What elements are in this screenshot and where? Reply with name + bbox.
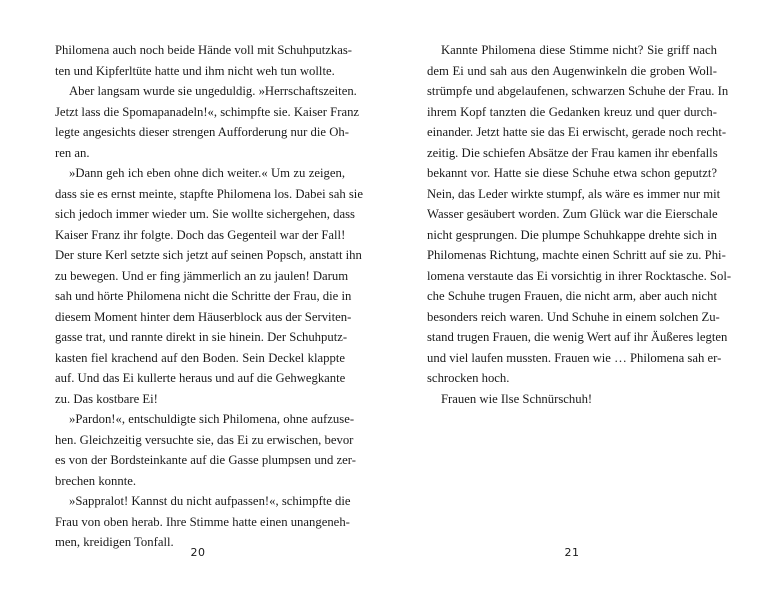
text-line: Nein, das Leder wirkte stumpf, als wäre es immer nur mit — [427, 186, 721, 201]
text-line: auf. Und das Ei kullerte heraus und auf die Gehwegkante — [55, 371, 346, 385]
text-line: gasse trat, und rannte direkt in sie hinein. Der Schuhputz- — [55, 330, 348, 344]
text-line: dem Ei und sah aus den Augenwinkeln die groben Woll- — [427, 63, 717, 78]
text-line: strümpfe und abgelaufenen, schwarzen Schuhe der Frau. In — [427, 84, 729, 98]
text-line: nicht gesprungen. Die plumpe Schuhkappe drehte sich in — [427, 227, 717, 242]
text-line: brechen konnte. — [55, 473, 137, 488]
text-line: bekannt vor. Hatte sie diese Schuhe etwa schon geputzt? — [427, 166, 717, 180]
text-line: und viel laufen mussten. Frauen wie … Philomena sah er- — [427, 350, 722, 365]
page-number-right: 21 — [564, 546, 580, 559]
text-line: schrocken hoch. — [427, 371, 510, 385]
text-line: besonders reich waren. Und Schuhe in einem solchen Zu- — [427, 309, 720, 324]
text-line: Kannte Philomena diese Stimme nicht? Sie griff nach — [441, 43, 717, 57]
text-line: »Pardon!«, entschuldigte sich Philomena, ohne aufzuse- — [69, 412, 355, 426]
text-line: Philomenas Richtung, machte einen Schritt auf sie zu. Phi- — [427, 248, 726, 262]
text-line: zeitig. Die schiefen Absätze der Frau kamen ihr ebenfalls — [427, 145, 718, 160]
text-line: sah und hörte Philomena nicht die Schritte der Frau, die in — [55, 289, 352, 303]
text-line: dass sie es ernst meinte, stapfte Philomena los. Dabei sah sie — [55, 186, 363, 201]
text-line: ten und Kipferltüte hatte und ihm nicht weh tun wollte. — [55, 63, 335, 78]
text-line: Philomena auch noch beide Hände voll mit Schuhputzkas- — [55, 43, 353, 57]
text-line: Frauen wie Ilse Schnürschuh! — [441, 391, 593, 406]
text-line: sich jedoch immer wieder um. Sie wollte sichergehen, dass — [55, 207, 355, 221]
text-line: es von der Bordsteinkante auf die Gasse plumpsen und zer- — [55, 453, 356, 467]
text-line: lomena verstaute das Ei vorsichtig in ihrer Rocktasche. Sol- — [427, 268, 732, 283]
text-line: diesem Moment hinter dem Häuserblock aus der Serviten- — [55, 309, 352, 324]
page-number-left: 20 — [190, 546, 206, 559]
text-line: Frau von oben herab. Ihre Stimme hatte einen unangeneh- — [55, 514, 350, 529]
text-line: einander. Jetzt hatte sie das Ei erwischt, gerade noch recht- — [427, 125, 727, 139]
text-line: Kaiser Franz ihr folgte. Doch das Gegenteil war der Fall! — [55, 227, 346, 242]
text-line: »Sappralot! Kannst du nicht aufpassen!«, schimpfte die — [69, 494, 351, 508]
text-line: Der sture Kerl setzte sich jetzt auf seinen Popsch, anstatt ihn — [55, 248, 362, 262]
right-page-text — [427, 40, 732, 409]
text-line: zu. Das kostbare Ei! — [55, 391, 158, 406]
text-line: Wasser gesäubert worden. Zum Glück war die Eierschale — [427, 207, 718, 221]
text-line: ren an. — [55, 145, 90, 160]
text-line: legte angesichts dieser strengen Aufforderung nur die Oh- — [55, 125, 349, 139]
text-line: che Schuhe trugen Frauen, die nicht arm, aber auch nicht — [427, 289, 717, 303]
text-line: Jetzt lass die Spomapanadeln!«, schimpfte sie. Kaiser Franz — [55, 104, 360, 119]
text-line: ihrem Kopf tanzten die Gedanken kreuz und quer durch- — [427, 104, 717, 119]
text-line: hen. Gleichzeitig versuchte sie, das Ei zu erwischen, bevor — [55, 432, 354, 447]
text-line: stand trugen Frauen, die wenig Wert auf ihr Äußeres legten — [427, 330, 728, 344]
text-line: men, kreidigen Tonfall. — [55, 535, 174, 549]
text-line: kasten fiel krachend auf den Boden. Sein Deckel klappte — [55, 350, 345, 365]
left-page-text — [55, 40, 363, 553]
text-line: Aber langsam wurde sie ungeduldig. »Herrschaftszeiten. — [69, 84, 357, 98]
text-line: »Dann geh ich eben ohne dich weiter.« Um zu zeigen, — [69, 166, 345, 180]
text-line: zu bewegen. Und er fing jämmerlich an zu jaulen! Darum — [55, 268, 349, 283]
